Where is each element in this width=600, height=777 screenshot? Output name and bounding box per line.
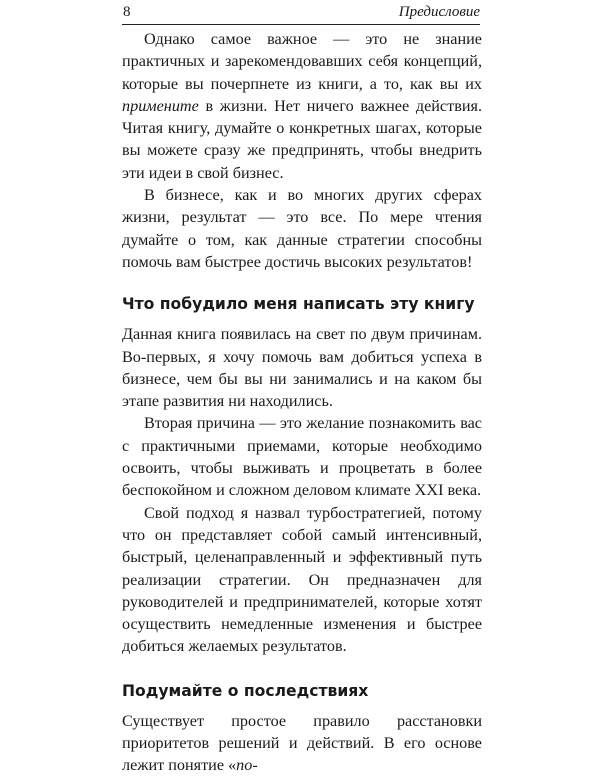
paragraph-priorities: [122, 710, 482, 777]
paragraph-second-reason: Вторая причина — это желание познакомить вас с практичными приемами, которые необходимо освоить, чтобы выживать и процветать в более беспокойном и сложном деловом климате XXI века.: [122, 414, 482, 500]
paragraph-priorities-text: Существует простое правило расстановки приоритетов решений и действий. В его основе лежит понятие «: [122, 711, 482, 775]
section-heading-motivation: Что побудило меня написать эту книгу: [122, 295, 475, 314]
paragraph-results: В бизнесе, как и во многих других сферах жизни, результат — это все. По мере чтения думайте о том, как данные стратегии способны помочь вам быстрее достичь высоких результатов!: [122, 186, 482, 271]
paragraph-intro-text-start: Однако самое важное — это не знание практичных и зарекомендовавших себя концепций, которые вы почерпнете из книги, а то, как вы их: [122, 30, 482, 93]
section-heading-consequences: Подумайте о последствиях: [122, 681, 369, 700]
emphasis-apply: примените: [122, 96, 199, 115]
running-head: Предисловие: [398, 4, 480, 20]
page-number: 8: [123, 4, 131, 20]
page-header: [122, 2, 480, 25]
paragraph-two-reasons: Данная книга появилась на свет по двум причинам. Во-первых, я хочу помочь вам добиться успеха в бизнесе, чем бы вы ни занимались и на каком бы этапе развития ни находились.: [122, 325, 482, 411]
paragraph-intro-text-end: в жизни. Нет ничего важнее действия. Читая книгу, думайте о конкретных шагах, которые вы можете сразу же предпринять, чтобы внедрить эти идеи в свой бизнес.: [122, 96, 482, 182]
emphasis-concept: по-: [236, 756, 258, 775]
paragraph-turbostrategy: Свой подход я назвал турбостратегией, потому что он представляет собой самый интенсивный, быстрый, целенаправленный и эффективный путь реализации стратегии. Он предназначен для руководителей и предпринимателей, которые хотят осуществить немедленные изменения и быстрее добиться желаемых результатов.: [122, 503, 482, 656]
paragraph-intro: [122, 28, 482, 184]
page-content: [122, 28, 482, 777]
